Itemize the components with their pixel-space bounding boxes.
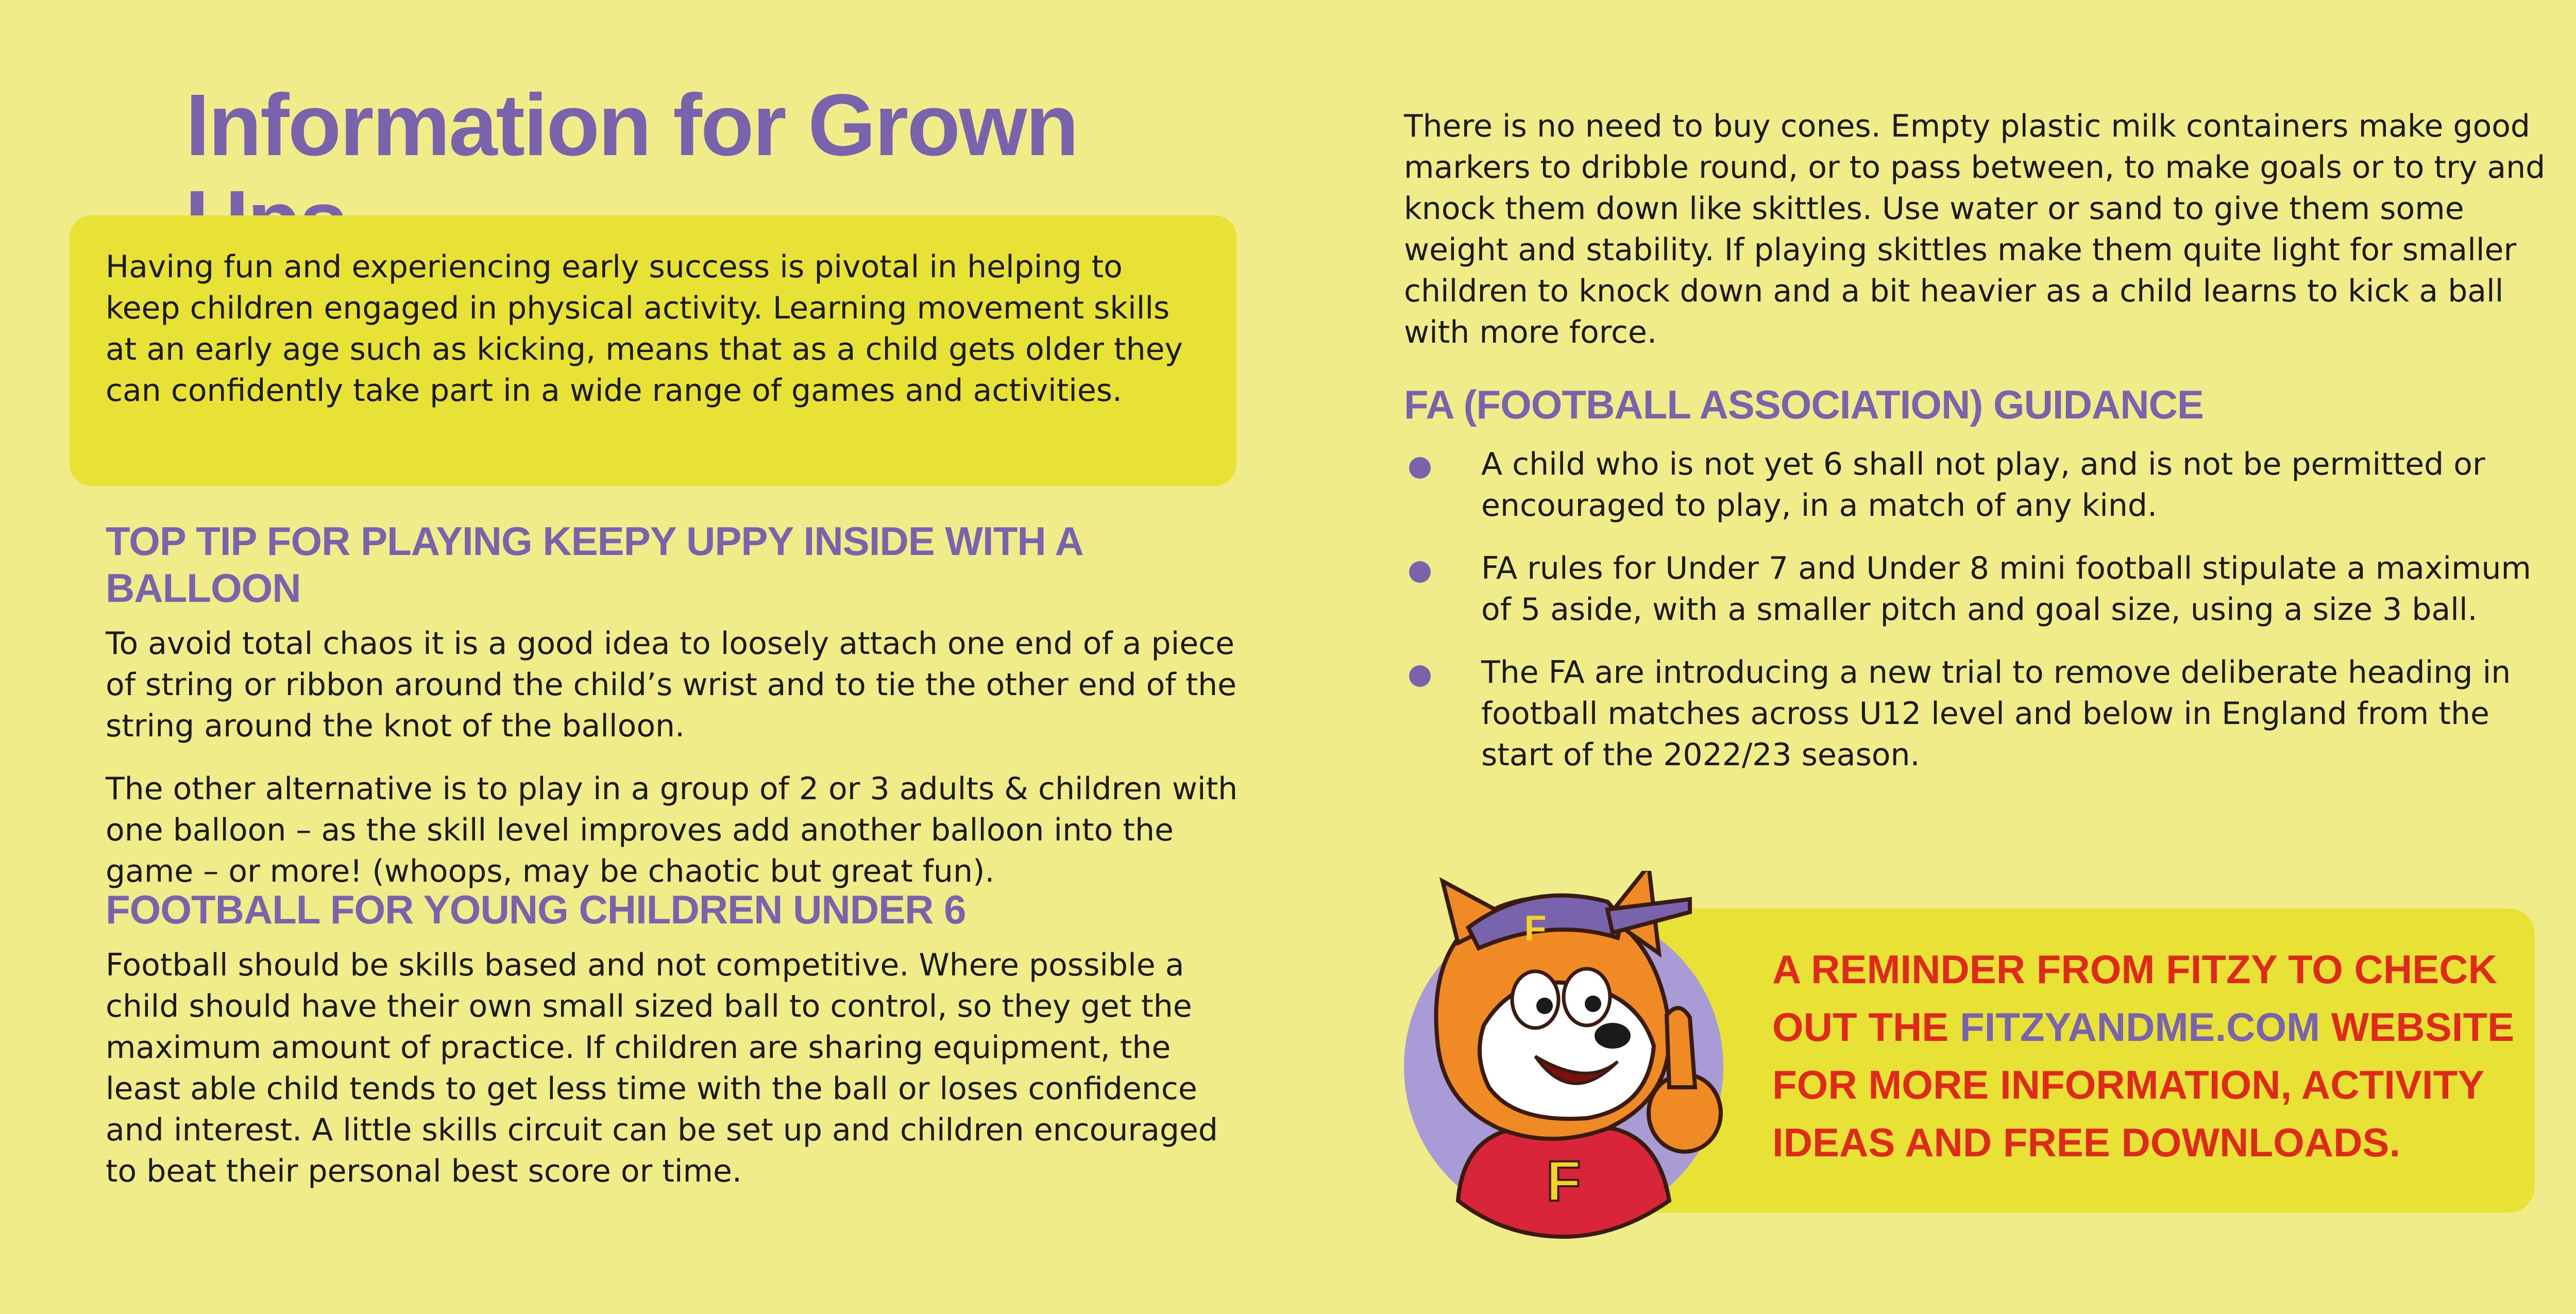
fa-section: [1404, 381, 2548, 797]
fox-mascot-icon: [1381, 871, 1752, 1242]
reminder-text-part-2: WEBSITE FOR MORE INFORMATION, ACTIVITY IDEAS AND FREE DOWNLOADS.: [1772, 1004, 2515, 1165]
bullet-dot-icon: [1409, 457, 1431, 479]
list-item: [1404, 444, 2548, 526]
reminder-text-part-1: A REMINDER FROM FITZY TO CHECK OUT THE: [1772, 947, 2497, 1050]
balloon-para-2: The other alternative is to play in a group of 2 or 3 adults & children with one balloon – as the skill level improves add another balloon into the game – or more! (whoops, may be chaotic but great fun).: [106, 771, 1238, 889]
fa-bullet-text: FA rules for Under 7 and Under 8 mini football stipulate a maximum of 5 aside, with a smaller pitch and goal size, using a size 3 ball.: [1481, 550, 2532, 628]
bullet-dot-icon: [1409, 561, 1431, 583]
list-item: [1404, 548, 2548, 630]
balloon-para-1: To avoid total chaos it is a good idea to loosely attach one end of a piece of string or ribbon around the child’s wrist and to tie the other end of the string around the knot of the balloon.: [106, 626, 1237, 744]
website-link[interactable]: FITZYANDME.COM: [1960, 1004, 2320, 1050]
page-title: Information for Grown: [185, 76, 1078, 174]
reminder-text: [1772, 940, 2519, 1171]
cap-letter: F: [1524, 908, 1547, 948]
balloon-heading: TOP TIP FOR PLAYING KEEPY UPPY INSIDE WITH A BALLOON: [106, 518, 1082, 611]
fa-bullet-text: A child who is not yet 6 shall not play, and is not be permitted or encouraged to play, in a match of any kind.: [1481, 446, 2485, 524]
shirt-letter: F: [1546, 1150, 1581, 1213]
intro-panel: [70, 215, 1236, 486]
balloon-section: [106, 518, 1255, 892]
list-item: [1404, 652, 2548, 776]
fa-heading: FA (FOOTBALL ASSOCIATION) GUIDANCE: [1404, 382, 2204, 427]
under6-heading: FOOTBALL FOR YOUNG CHILDREN UNDER 6: [106, 887, 966, 932]
cones-section: [1404, 106, 2548, 353]
fa-bullet-text: The FA are introducing a new trial to remove deliberate heading in football matches across U12 level and below in England from the start of the 2022/23 season.: [1481, 654, 2511, 773]
cones-para: There is no need to buy cones. Empty plastic milk containers make good markers to dribble round, or to pass between, to make goals or to try and knock them down like skittles. Use water or sand to give them some weight and stability. If playing skittles make them quite light for smaller children to knock down and a bit heavier as a child learns to kick a ball with more force.: [1404, 108, 2546, 350]
under6-section: [106, 886, 1255, 1192]
bullet-dot-icon: [1409, 665, 1431, 687]
intro-text: Having fun and experiencing early success is pivotal in helping to keep children engaged in physical activity. Learning movement skills at an early age such as kicking, means that as a child gets older they can confidently take part in a wide range of games and activities.: [106, 249, 1183, 409]
fa-bullet-list: [1404, 444, 2548, 776]
under6-para: Football should be skills based and not competitive. Where possible a child should have their own small sized ball to control, so they get the maximum amount of practice. If children are sharing equipment, the least able child tends to get less time with the ball or loses confidence and interest. A little skills circuit can be set up and children encouraged to beat their personal best score or time.: [106, 947, 1218, 1189]
